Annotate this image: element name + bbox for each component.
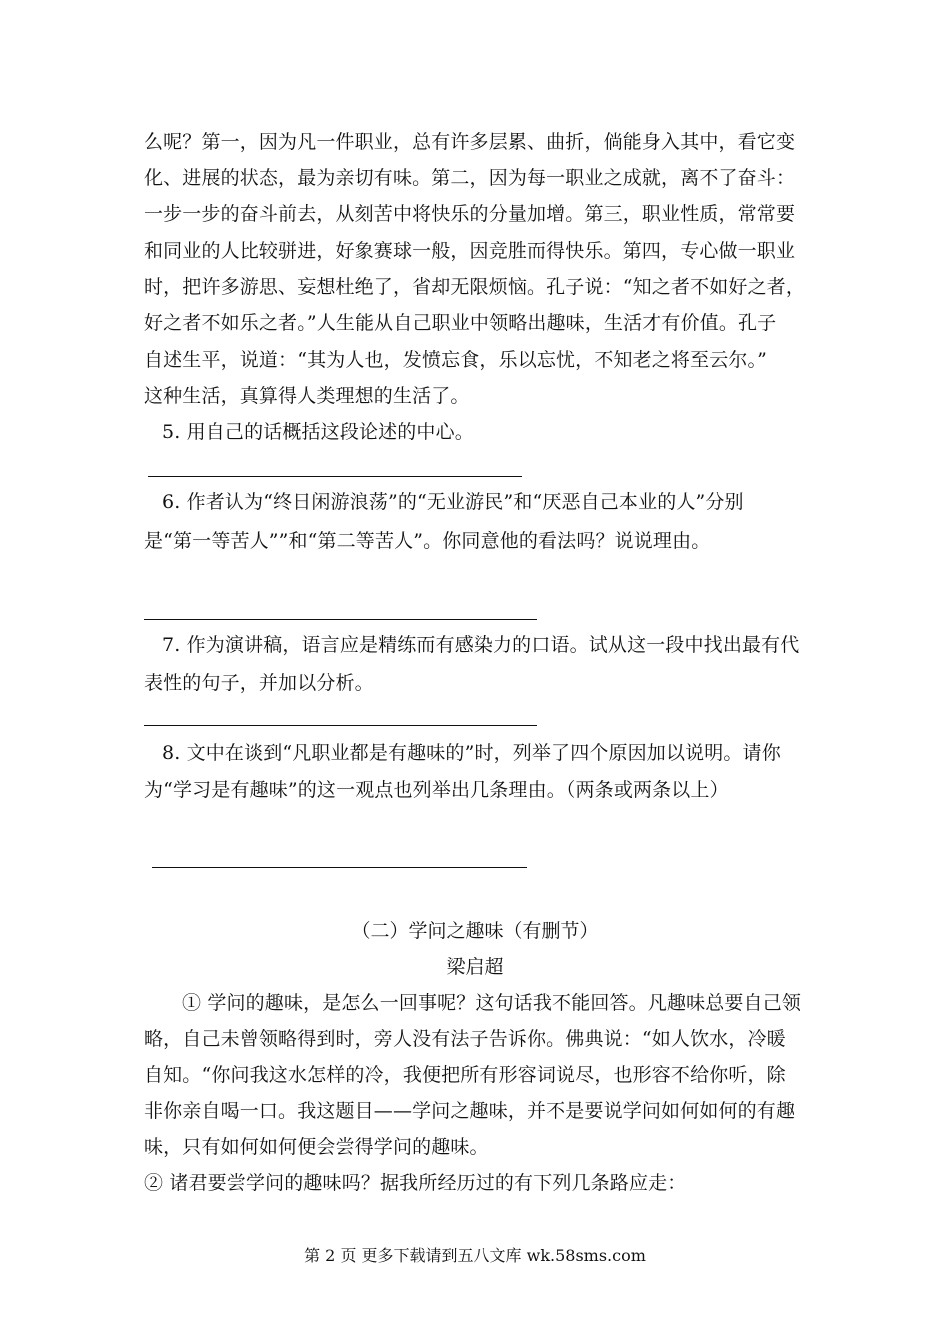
passage-1-line: 么呢？第一，因为凡一件职业，总有许多层累、曲折，倘能身入其中，看它变 <box>144 131 796 153</box>
answer-line-5[interactable] <box>148 476 522 477</box>
question-7-text: 7. 作为演讲稿，语言应是精练而有感染力的口语。试从这一段中找出最有代 <box>162 634 800 656</box>
question-5-text: 5. 用自己的话概括这段论述的中心。 <box>162 421 474 443</box>
section-2-title: （二）学问之趣味（有删节） <box>351 920 599 942</box>
passage-1-line: 和同业的人比较骈进，好象赛球一般，因竞胜而得快乐。第四，专心做一职业 <box>144 240 796 262</box>
passage-1-line: 化、进展的状态，最为亲切有味。第二，因为每一职业之成就，离不了奋斗： <box>144 167 796 189</box>
question-7-text: 表性的句子，并加以分析。 <box>144 672 374 694</box>
page-footer: 第 2 页 更多下载请到五八文库 wk.58sms.com <box>304 1246 646 1265</box>
section-2-line: 味，只有如何如何便会尝得学问的趣味。 <box>144 1136 489 1158</box>
passage-1-line: 好之者不如乐之者。”人生能从自己职业中领略出趣味，生活才有价值。孔子 <box>144 312 777 334</box>
section-2-line: ① 学问的趣味，是怎么一回事呢？这句话我不能回答。凡趣味总要自己领 <box>182 992 801 1014</box>
section-2-author: 梁启超 <box>446 956 504 978</box>
answer-line-8[interactable] <box>152 867 527 868</box>
answer-line-7[interactable] <box>144 725 537 726</box>
question-8-text: 为“学习是有趣味”的这一观点也列举出几条理由。（两条或两条以上） <box>144 779 729 801</box>
section-2-line: ② 诸君要尝学问的趣味吗？据我所经历过的有下列几条路应走： <box>144 1172 687 1194</box>
passage-1-line: 时，把许多游思、妄想杜绝了，省却无限烦恼。孔子说：“知之者不如好之者， <box>144 276 805 298</box>
question-8-text: 8. 文中在谈到“凡职业都是有趣味的”时，列举了四个原因加以说明。请你 <box>162 742 781 764</box>
section-2-line: 非你亲自喝一口。我这题目——学问之趣味，并不是要说学问如何如何的有趣 <box>144 1100 796 1122</box>
section-2-line: 略，自己未曾领略得到时，旁人没有法子告诉你。佛典说：“如人饮水，冷暖 <box>144 1028 786 1050</box>
question-6-text: 6. 作者认为“终日闲游浪荡”的“无业游民”和“厌恶自己本业的人”分别 <box>162 491 744 513</box>
answer-line-6[interactable] <box>144 619 537 620</box>
question-6-text: 是“第一等苦人””和“第二等苦人”。你同意他的看法吗？说说理由。 <box>144 530 711 552</box>
passage-1-line: 这种生活，真算得人类理想的生活了。 <box>144 385 470 407</box>
passage-1-line: 自述生平，说道：“其为人也，发愤忘食，乐以忘忧，不知老之将至云尔。” <box>144 349 768 371</box>
section-2-line: 自知。“你问我这水怎样的冷，我便把所有形容词说尽，也形容不给你听，除 <box>144 1064 786 1086</box>
passage-1-line: 一步一步的奋斗前去，从刻苦中将快乐的分量加增。第三，职业性质，常常要 <box>144 203 796 225</box>
